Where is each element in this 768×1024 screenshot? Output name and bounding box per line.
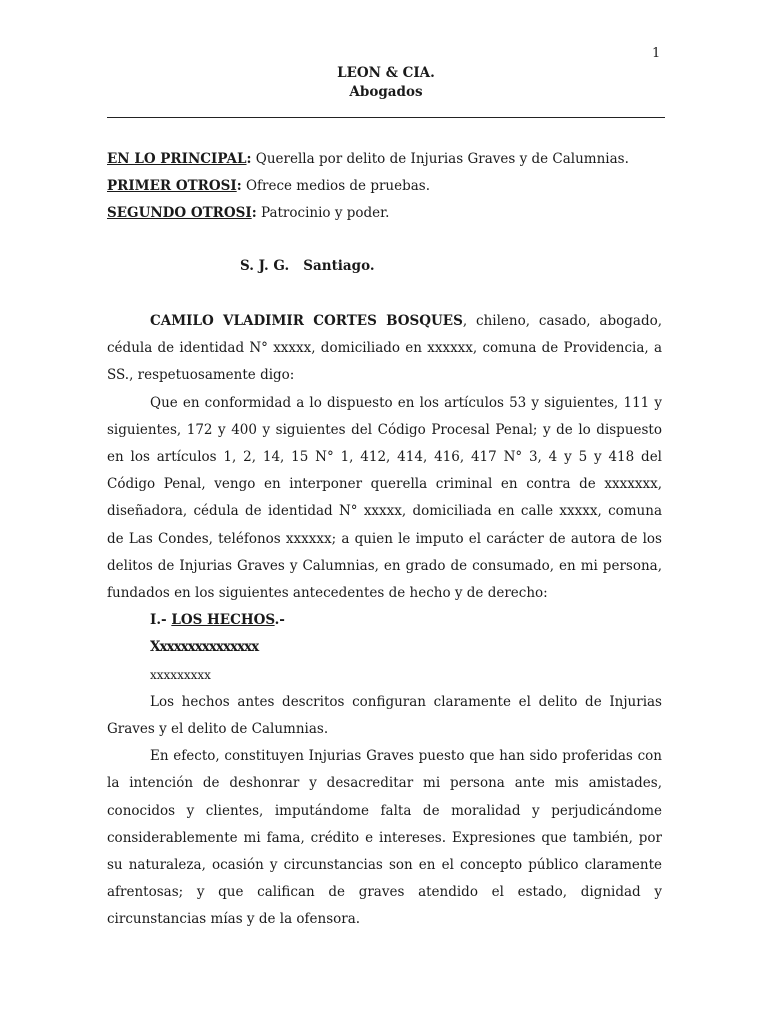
summa-text: Querella por delito de Injurias Graves y de Calumnias. [251, 151, 629, 167]
section-title: LOS HECHOS [171, 612, 275, 629]
summa-text: Ofrece medios de pruebas. [241, 178, 431, 194]
summa-label: SEGUNDO OTROSI [107, 205, 252, 221]
firm-subtitle: Abogados [349, 84, 423, 100]
section-heading: I.- LOS HECHOS.- [150, 612, 285, 629]
summa-segundo-otrosi: SEGUNDO OTROSI: Patrocinio y poder. [107, 205, 390, 221]
summa [107, 146, 667, 227]
summa-principal: EN LO PRINCIPAL: Querella por delito de Injurias Graves y de Calumnias. [107, 151, 629, 167]
firm-name: LEON & CIA. [337, 65, 435, 81]
header-divider [107, 117, 665, 118]
paragraph-complaint: Que en conformidad a lo dispuesto en los artículos 53 y siguientes, 111 y siguientes, 172 y 400 y siguientes del Código Procesal Penal; y de lo dispuesto en los artículos 1, 2, 14, 15 N° 1, 412, 414, 416, 417 N° 3, 4 y 5 y 418 del Código Penal, vengo en interponer querella criminal en contra de xxxxxxx, diseñadora, cédula de identidad N° xxxxx, domiciliada en calle xxxxx, comuna de Las Condes, teléfonos xxxxxx; a quien le imputo el carácter de autora de los delitos de Injurias Graves y Calumnias, en grado de consumado, en mi persona, fundados en los siguientes antecedentes de hecho y de derecho: [107, 394, 662, 602]
intro-text: , chileno, casado, abogado, cédula de identidad N° xxxxx, domiciliado en xxxxxx, comuna de Providencia, a SS., respetuosamente digo: [107, 313, 662, 384]
court-addressee: S. J. G. Santiago. [240, 258, 375, 274]
placeholder-text: xxxxxxxxx [150, 667, 211, 682]
placeholder-bold: Xxxxxxxxxxxxxxx [150, 639, 259, 656]
summa-text: Patrocinio y poder. [256, 205, 390, 221]
paragraph-offenses: Los hechos antes descritos configuran claramente el delito de Injurias Graves y el delito de Calumnias. [107, 693, 662, 738]
summa-primer-otrosi: PRIMER OTROSI: Ofrece medios de pruebas. [107, 178, 431, 194]
plaintiff-name: CAMILO VLADIMIR CORTES BOSQUES [150, 313, 463, 329]
document-body [107, 308, 662, 934]
letterhead [107, 64, 665, 102]
paragraph-injurias: En efecto, constituyen Injurias Graves puesto que han sido proferidas con la intención de deshonrar y desacreditar mi persona ante mis amistades, conocidos y clientes, imputándome falta de moralidad y perjudicándome considerablemente mi fama, crédito e intereses. Expresiones que también, por su naturaleza, ocasión y circunstancias son en el concepto público claramente afrentosas; y que califican de graves atendido el estado, dignidad y circunstancias mías y de la ofensora. [107, 748, 662, 928]
summa-label: EN LO PRINCIPAL [107, 151, 247, 167]
paragraph-intro [107, 308, 662, 390]
page-number: 1 [652, 46, 661, 61]
summa-label: PRIMER OTROSI [107, 178, 237, 194]
